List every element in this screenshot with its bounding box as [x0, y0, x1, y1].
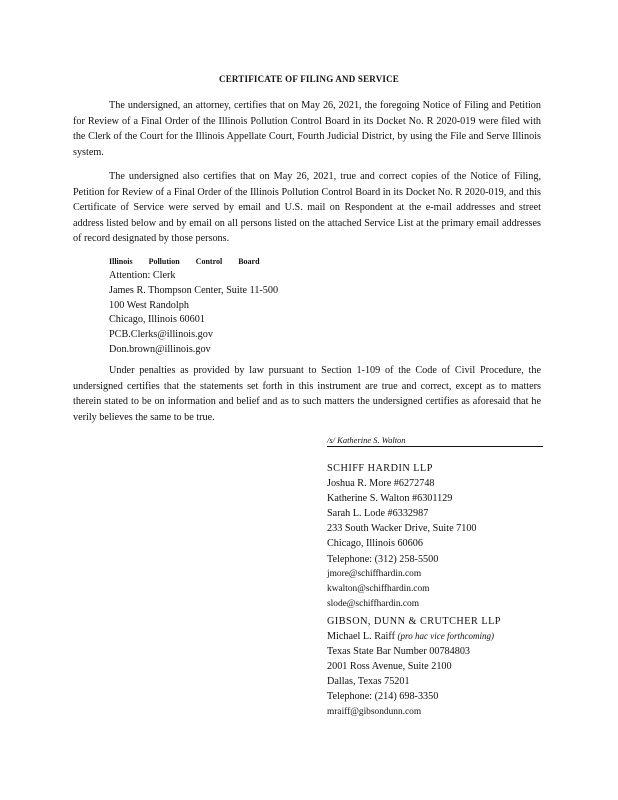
schiff-hardin-block [327, 461, 477, 612]
firm-city: Chicago, Illinois 60606 [327, 538, 423, 550]
service-paragraph [73, 169, 541, 247]
firm-city: Dallas, Texas 75201 [327, 676, 410, 688]
firm-email: slode@schiffhardin.com [327, 598, 420, 609]
firm-email: kwalton@schiffhardin.com [327, 583, 430, 594]
firm-street: 2001 Ross Avenue, Suite 2100 [327, 661, 452, 673]
firm-street: 233 South Wacker Drive, Suite 7100 [327, 523, 477, 535]
filing-paragraph [73, 98, 541, 160]
recipient-street: 100 West Randolph [109, 299, 189, 311]
filing-text: The undersigned, an attorney, certifies that on May 26, 2021, the foregoing Notice of Filing and Petition for Review of a Final Order of the Illinois Pollution Control Board in its Docket No. R 2020-019 were filed with the Clerk of the Court for the Illinois Appellate Court, Fourth Judicial District, by using the File and Serve Illinois system. [73, 100, 541, 158]
recipient-name: Illinois Pollution Control Board [109, 257, 260, 266]
certificate-title: CERTIFICATE OF FILING AND SERVICE [219, 74, 399, 84]
recipient-city: Chicago, Illinois 60601 [109, 314, 205, 326]
attorney-line: Sarah L. Lode #6332987 [327, 508, 429, 520]
recipient-attention: Attention: Clerk [109, 270, 176, 281]
attorney-line: Katherine S. Walton #6301129 [327, 493, 453, 505]
service-text: The undersigned also certifies that on May 26, 2021, true and correct copies of the Notice of Filing, Petition for Review of a Final Order of the Illinois Pollution Control Board in its Docket No. R 2020-019, and this Certificate of Service were served by email and U.S. mail on Respondent at the e-mail addresses and street address listed below and by email on all persons listed on the attached Service List at the primary email addresses of record designated by those persons. [73, 171, 541, 245]
attorney-line: Joshua R. More #6272748 [327, 478, 435, 490]
firm-email: mraiff@gibsondunn.com [327, 706, 422, 717]
firm-name: GIBSON, DUNN & CRUTCHER LLP [327, 616, 501, 627]
attorney-name: Michael L. Raiff [327, 631, 395, 643]
signature-line: /s/ Katherine S. Walton [327, 435, 543, 447]
recipient-email-1: PCB.Clerks@illinois.gov [109, 329, 213, 341]
firm-name: SCHIFF HARDIN LLP [327, 463, 433, 474]
penalties-paragraph [73, 363, 541, 425]
pro-hac-vice-note: (pro hac vice forthcoming) [397, 631, 494, 642]
penalties-text: Under penalties as provided by law pursuant to Section 1-109 of the Code of Civil Procedure, the undersigned certifies that the statements set forth in this instrument are true and correct, except as to matters therein stated to be on information and belief and as to such matters the undersigned certifies as aforesaid that he verily believes the same to be true. [73, 365, 541, 423]
bar-number: Texas State Bar Number 00784803 [327, 646, 471, 658]
recipient-address-block [109, 256, 278, 358]
recipient-building: James R. Thompson Center, Suite 11-500 [109, 284, 279, 296]
gibson-dunn-block [327, 614, 501, 720]
firm-phone: Telephone: (214) 698-3350 [327, 691, 439, 703]
recipient-email-2: Don.brown@illinois.gov [109, 343, 211, 355]
firm-email: jmore@schiffhardin.com [327, 568, 422, 579]
firm-phone: Telephone: (312) 258-5500 [327, 553, 439, 565]
attorney-line [327, 629, 501, 644]
